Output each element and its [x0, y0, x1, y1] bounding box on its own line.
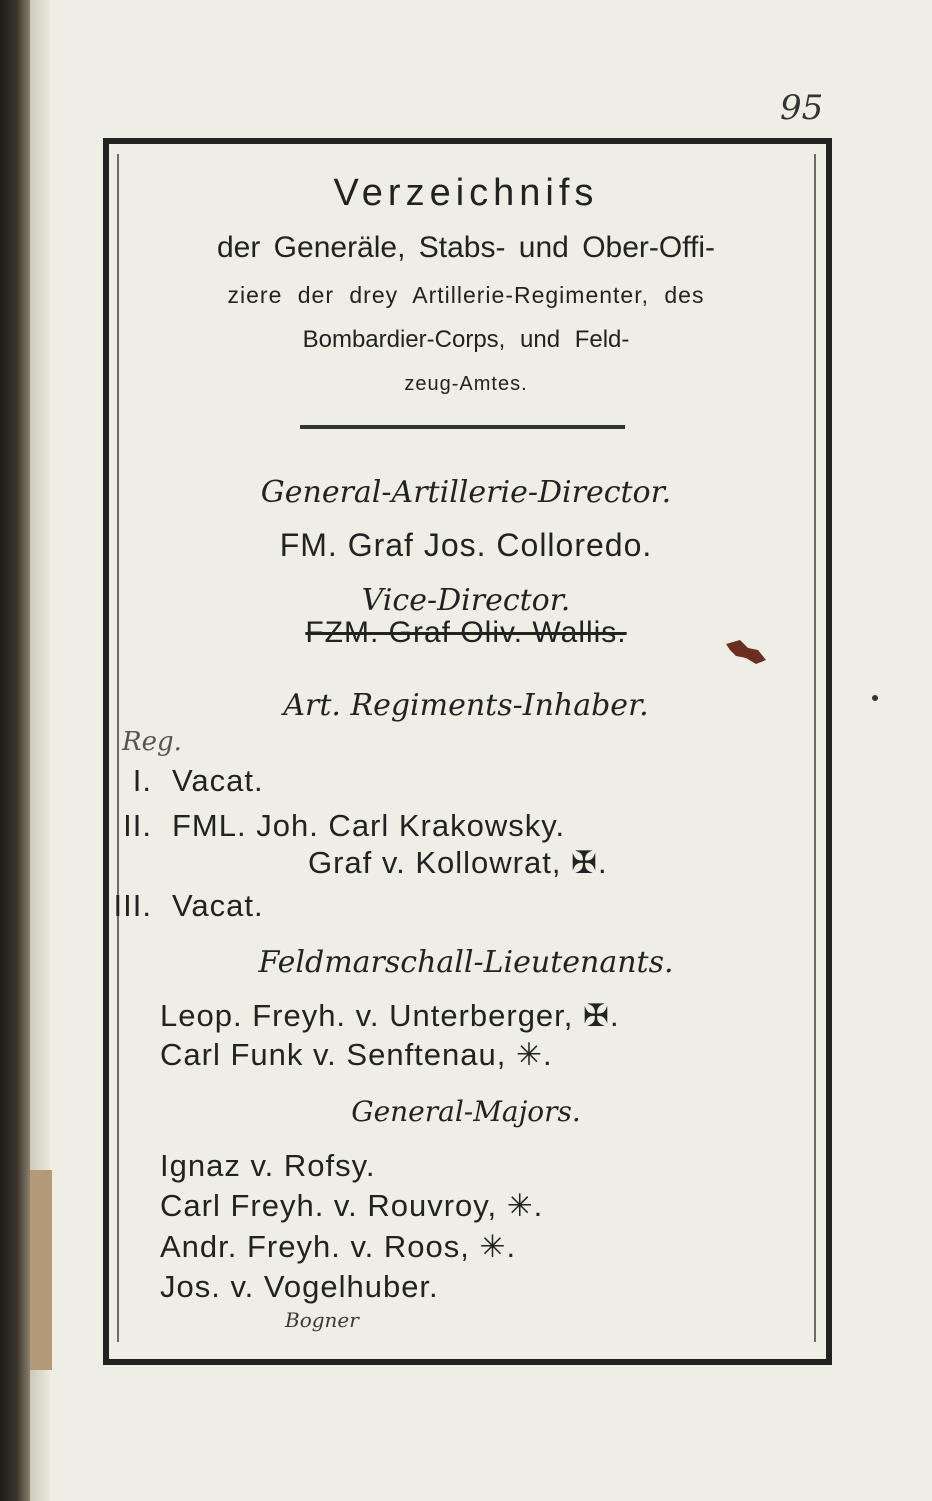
regiment-owner: FML. Joh. Carl Krakowsky. [172, 808, 566, 843]
major-name: Jos. v. Vogelhuber. [160, 1269, 439, 1304]
page-number: 95 [780, 88, 824, 128]
vice-director-name: FZM. Graf Oliv. Wallis. [305, 616, 627, 649]
director-heading: General-Artillerie-Director. [260, 475, 672, 510]
lieutenant-name: Carl Funk v. Senftenau, ✳. [160, 1037, 553, 1072]
regiment-number: II. [123, 808, 152, 843]
director-name: FM. Graf Jos. Colloredo. [279, 527, 653, 563]
subtitle-line-4: zeug-Amtes. [404, 373, 528, 395]
vice-director-heading: Vice-Director. [361, 583, 571, 618]
regiment-row [92, 808, 565, 844]
regiment-row [92, 763, 264, 799]
page-title: Verzeichnifs [333, 172, 599, 214]
ink-stain-icon [722, 630, 770, 670]
lieutenants-heading: Feldmarschall-Lieutenants. [258, 945, 674, 980]
spine-label [30, 1170, 52, 1370]
major-name: Carl Freyh. v. Rouvroy, ✳. [160, 1188, 544, 1223]
reg-label: Reg. [122, 727, 182, 757]
regiments-heading: Art. Regiments-Inhaber. [283, 688, 649, 723]
book-spine [0, 0, 30, 1501]
section-divider [300, 425, 625, 429]
major-name: Ignaz v. Rofsy. [160, 1148, 376, 1183]
regiment-row [92, 888, 264, 924]
majors-heading: General-Majors. [351, 1095, 581, 1128]
handwritten-signature: Bogner [285, 1308, 359, 1332]
subtitle-line-1: der Generäle, Stabs- und Ober-Offi- [216, 231, 715, 264]
lieutenant-name: Leop. Freyh. v. Unterberger, ✠. [160, 998, 620, 1033]
subtitle-line-3: Bombardier-Corps, und Feld- [302, 326, 630, 353]
regiment-number: I. [132, 763, 152, 798]
regiment-number: III. [113, 888, 152, 923]
subtitle-line-2: ziere der drey Artillerie-Regimenter, des [227, 282, 705, 308]
regiment-owner-continued: Graf v. Kollowrat, ✠. [308, 845, 608, 880]
major-name: Andr. Freyh. v. Roos, ✳. [160, 1229, 517, 1264]
regiment-owner: Vacat. [172, 888, 264, 923]
ink-dot [872, 695, 878, 701]
regiment-owner: Vacat. [172, 763, 264, 798]
